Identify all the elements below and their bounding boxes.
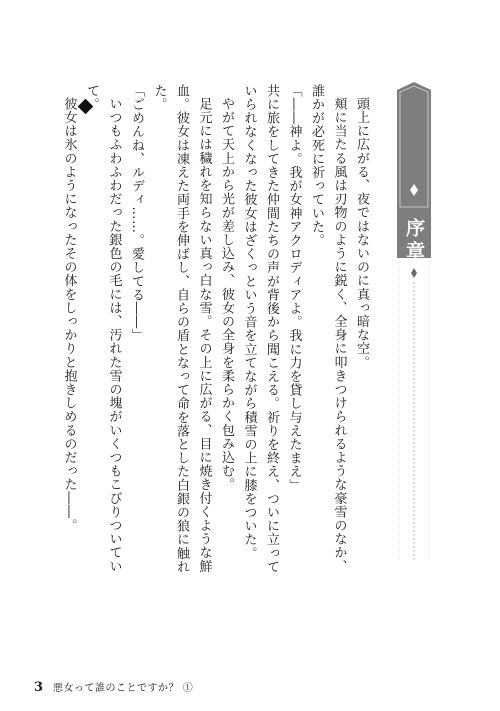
paragraph: 「ごめんね、ルディ……。愛してる――」 xyxy=(129,84,144,343)
paragraph: 「――神よ。我が女神アクロディアよ。我に力を貸し与えたまえ」 xyxy=(286,84,302,492)
paragraph: やがて天上から光が差し込み、彼女の全身を柔らかく包み込む。 xyxy=(219,97,234,492)
paragraph: 足元には穢れを知らない真っ白な雪。その上に広がる、目に焼き付くような鮮血。彼女は凍えた両手を伸ばし、自らの盾となって命を落とした白銀の狼に触れた。 xyxy=(151,84,212,574)
running-title: 悪女って誰のことですか？ ① xyxy=(53,683,194,694)
banner-frame xyxy=(397,82,431,572)
paragraph: 彼女は氷のようになったその体をしっかりと抱きしめるのだった――。 xyxy=(61,97,77,533)
paragraph: 共に旅をしてきた仲間たちの声が背後から聞こえる。祈りを終え、ついに立っていられなくなった彼女はざくっという音を立てながら積雪の上に膝をついた。 xyxy=(241,84,279,574)
page-footer xyxy=(34,679,193,695)
paragraph: 頭上に広がる、夜ではないのに真っ暗な空。 xyxy=(354,97,369,369)
chapter-title: 序章 xyxy=(403,218,425,264)
paragraph: いつもふわふわだった銀色の毛には、汚れた雪の塊がいくつもこびりついていて。 xyxy=(84,84,122,573)
body-text xyxy=(57,84,372,574)
paragraph: 頬に当たる風は刃物のように鋭く、全身に叩きつけられるような豪雪のなか、誰かが必死に祈っていた。 xyxy=(309,84,347,573)
page-number: 3 xyxy=(34,680,44,695)
chapter-banner xyxy=(397,82,431,572)
